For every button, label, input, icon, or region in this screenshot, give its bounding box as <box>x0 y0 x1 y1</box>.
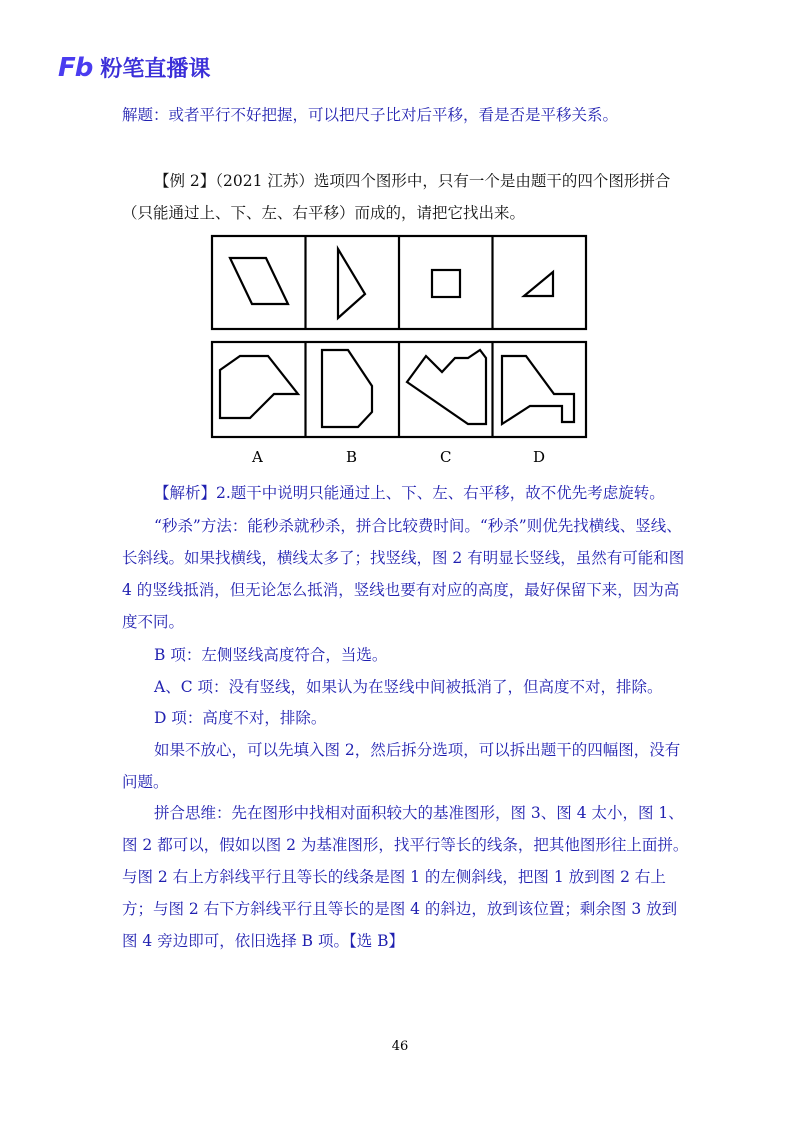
brand-logo <box>58 52 210 83</box>
stem-figure-2 <box>338 249 365 318</box>
option-d-figure <box>502 356 574 424</box>
fb-logo-icon: Fb <box>58 52 93 83</box>
analysis-paragraph-6: 如果不放心，可以先填入图 2，然后拆分选项，可以拆出题干的四幅图，没有问题。 <box>122 741 681 791</box>
option-c-figure <box>407 350 486 424</box>
stem-figure-1 <box>230 258 288 304</box>
stem-figure-3 <box>432 270 460 297</box>
option-b-figure <box>322 350 372 427</box>
analysis-paragraph-5: D 项：高度不对，排除。 <box>154 709 327 727</box>
question-paragraph: 【例 2】（2021 江苏）选项四个图形中，只有一个是由题干的四个图形拼合（只能通过上、下、左、右平移）而成的，请把它找出来。 <box>122 172 671 222</box>
analysis-paragraph-2: “秒杀”方法：能秒杀就秒杀，拼合比较费时间。“秒杀”则优先找横线、竖线、长斜线。如果找横线，横线太多了；找竖线，图 2 有明显长竖线，虽然有可能和图 4 的竖线抵消，但无论怎么抵消，竖线也要有对应的高度，最好保留下来，因为高度不同。 <box>122 517 685 631</box>
page-number: 46 <box>391 1039 409 1054</box>
stem-figure-4 <box>524 272 553 296</box>
option-a-label: A <box>252 448 263 466</box>
intro-paragraph: 解题：或者平行不好把握，可以把尺子比对后平移，看是否是平移关系。 <box>122 106 619 124</box>
option-b-label: B <box>346 448 358 466</box>
analysis-paragraph-4: A、C 项：没有竖线，如果认为在竖线中间被抵消了，但高度不对，排除。 <box>154 678 663 696</box>
analysis-paragraph-7: 拼合思维：先在图形中找相对面积较大的基准图形，图 3、图 4 太小，图 1、图 2 都可以，假如以图 2 为基准图形，找平行等长的线条，把其他图形往上面拼。与图 2 右上方斜线平行且等长的线条是图 1 的左侧斜线，把图 1 放到图 2 右上方；与图 2 右下方斜线平行且等长的是图 4 的斜边，放到该位置；剩余图 3 放到图 4 旁边即可，依旧选择 B 项。【选 B】 <box>122 804 689 950</box>
puzzle-figure <box>210 234 590 439</box>
option-d-label: D <box>533 448 546 466</box>
analysis-paragraph-3: B 项：左侧竖线高度符合，当选。 <box>154 646 388 664</box>
analysis-paragraph-1: 【解析】2.题干中说明只能通过上、下、左、右平移，故不优先考虑旋转。 <box>154 484 665 502</box>
brand-name: 粉笔直播课 <box>100 57 211 82</box>
option-a-figure <box>220 356 298 418</box>
option-c-label: C <box>440 448 452 466</box>
